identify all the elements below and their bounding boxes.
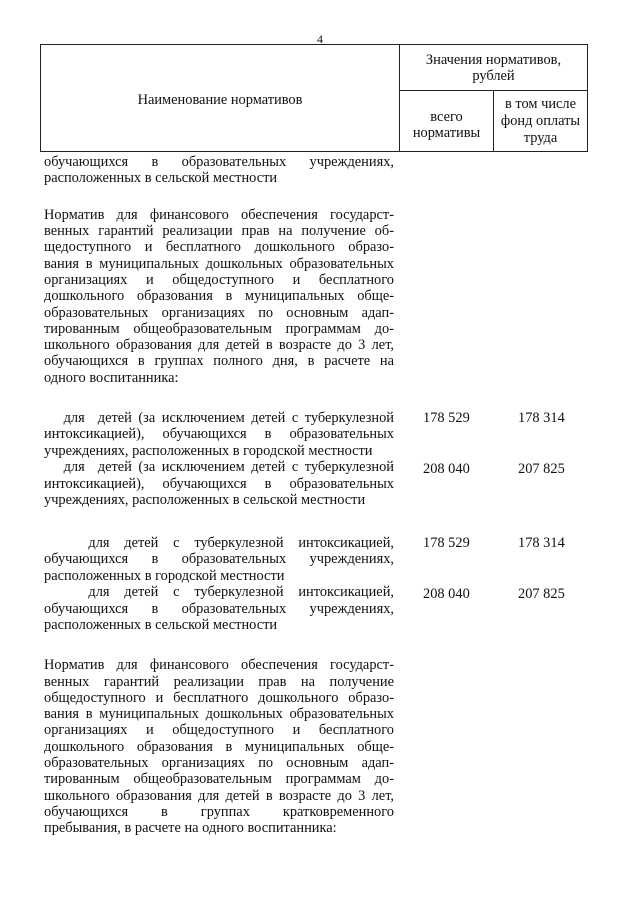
- header-values-label-line2: рублей: [472, 68, 515, 84]
- page-number: 4: [317, 32, 323, 46]
- text-line: обучающихся в группах полного дня, в расчете на: [44, 353, 394, 369]
- text-line: организациях и общедоступного и бесплатного: [44, 722, 394, 738]
- header-values-label-line1: Значения нормативов,: [425, 52, 562, 68]
- row-label-line: для детей (за исключением детей с туберкулезной: [44, 459, 394, 475]
- header-name-label: Наименование нормативов: [137, 92, 303, 108]
- row-label-line: обучающихся в образовательных учреждениях,: [44, 601, 394, 617]
- row-total-value: 178 529: [423, 410, 470, 426]
- text-line: пребывания, в расчете на одного воспитанника:: [44, 820, 337, 836]
- header-fund-label-line2: фонд оплаты: [500, 113, 581, 129]
- text-line: венных гарантий реализации прав на получение об-: [44, 223, 394, 239]
- row-label-line: интоксикацией), обучающихся в образовательных: [44, 426, 394, 442]
- header-mid-rule: [399, 90, 588, 91]
- text-line: обучающихся в группах кратковременного: [44, 804, 394, 820]
- row-label-line: учреждениях, расположенных в сельской местности: [44, 492, 366, 508]
- text-line: школьного образования для детей в возрасте до 3 лет,: [44, 788, 394, 804]
- text-line: дошкольного образования в муниципальных обще-: [44, 288, 394, 304]
- text-line: дошкольного образования в муниципальных обще-: [44, 739, 394, 755]
- row-label-line: расположенных в сельской местности: [44, 617, 278, 633]
- text-line: расположенных в сельской местности: [44, 170, 278, 186]
- text-line: Норматив для финансового обеспечения государст-: [44, 657, 394, 673]
- row-label-line: для детей (за исключением детей с туберкулезной: [44, 410, 394, 426]
- text-line: вания в муниципальных дошкольных образовательных: [44, 706, 394, 722]
- text-line: организациях и общедоступного и бесплатного: [44, 272, 394, 288]
- row-fund-value: 178 314: [518, 535, 565, 551]
- header-total-label-line2: нормативы: [412, 125, 481, 141]
- header-top-border: [40, 44, 588, 45]
- text-line: обучающихся в образовательных учреждениях,: [44, 154, 394, 170]
- text-line: общедоступного и бесплатного дошкольного образо-: [44, 690, 394, 706]
- text-line: образовательных организациях по основным адап-: [44, 755, 394, 771]
- row-label-line: обучающихся в образовательных учреждениях,: [44, 551, 394, 567]
- row-label-line: для детей с туберкулезной интоксикацией,: [44, 535, 394, 551]
- header-fund-label-line3: труда: [523, 130, 558, 146]
- row-fund-value: 178 314: [518, 410, 565, 426]
- row-total-value: 208 040: [423, 461, 470, 477]
- row-total-value: 178 529: [423, 535, 470, 551]
- row-label-line: учреждениях, расположенных в городской местности: [44, 443, 373, 459]
- text-line: венных гарантий реализации прав на получение: [44, 674, 394, 690]
- header-fund-label-line1: в том числе: [504, 96, 576, 112]
- text-line: тированным общеобразовательным программам до-: [44, 321, 394, 337]
- header-bottom-border: [40, 151, 588, 152]
- row-total-value: 208 040: [423, 586, 470, 602]
- text-line: школьного образования для детей в возрасте до 3 лет,: [44, 337, 394, 353]
- row-label-line: интоксикацией), обучающихся в образовательных: [44, 476, 394, 492]
- row-label-line: для детей с туберкулезной интоксикацией,: [44, 584, 394, 600]
- text-line: тированным общеобразовательным программам до-: [44, 771, 394, 787]
- text-line: образовательных организациях по основным адап-: [44, 305, 394, 321]
- text-line: Норматив для финансового обеспечения государст-: [44, 207, 394, 223]
- row-fund-value: 207 825: [518, 461, 565, 477]
- text-line: щедоступного и бесплатного дошкольного образо-: [44, 239, 394, 255]
- header-right-border: [587, 44, 588, 152]
- row-fund-value: 207 825: [518, 586, 565, 602]
- text-line: вания в муниципальных дошкольных образовательных: [44, 256, 394, 272]
- text-line: одного воспитанника:: [44, 370, 179, 386]
- header-total-label-line1: всего: [430, 109, 463, 125]
- row-label-line: расположенных в городской местности: [44, 568, 285, 584]
